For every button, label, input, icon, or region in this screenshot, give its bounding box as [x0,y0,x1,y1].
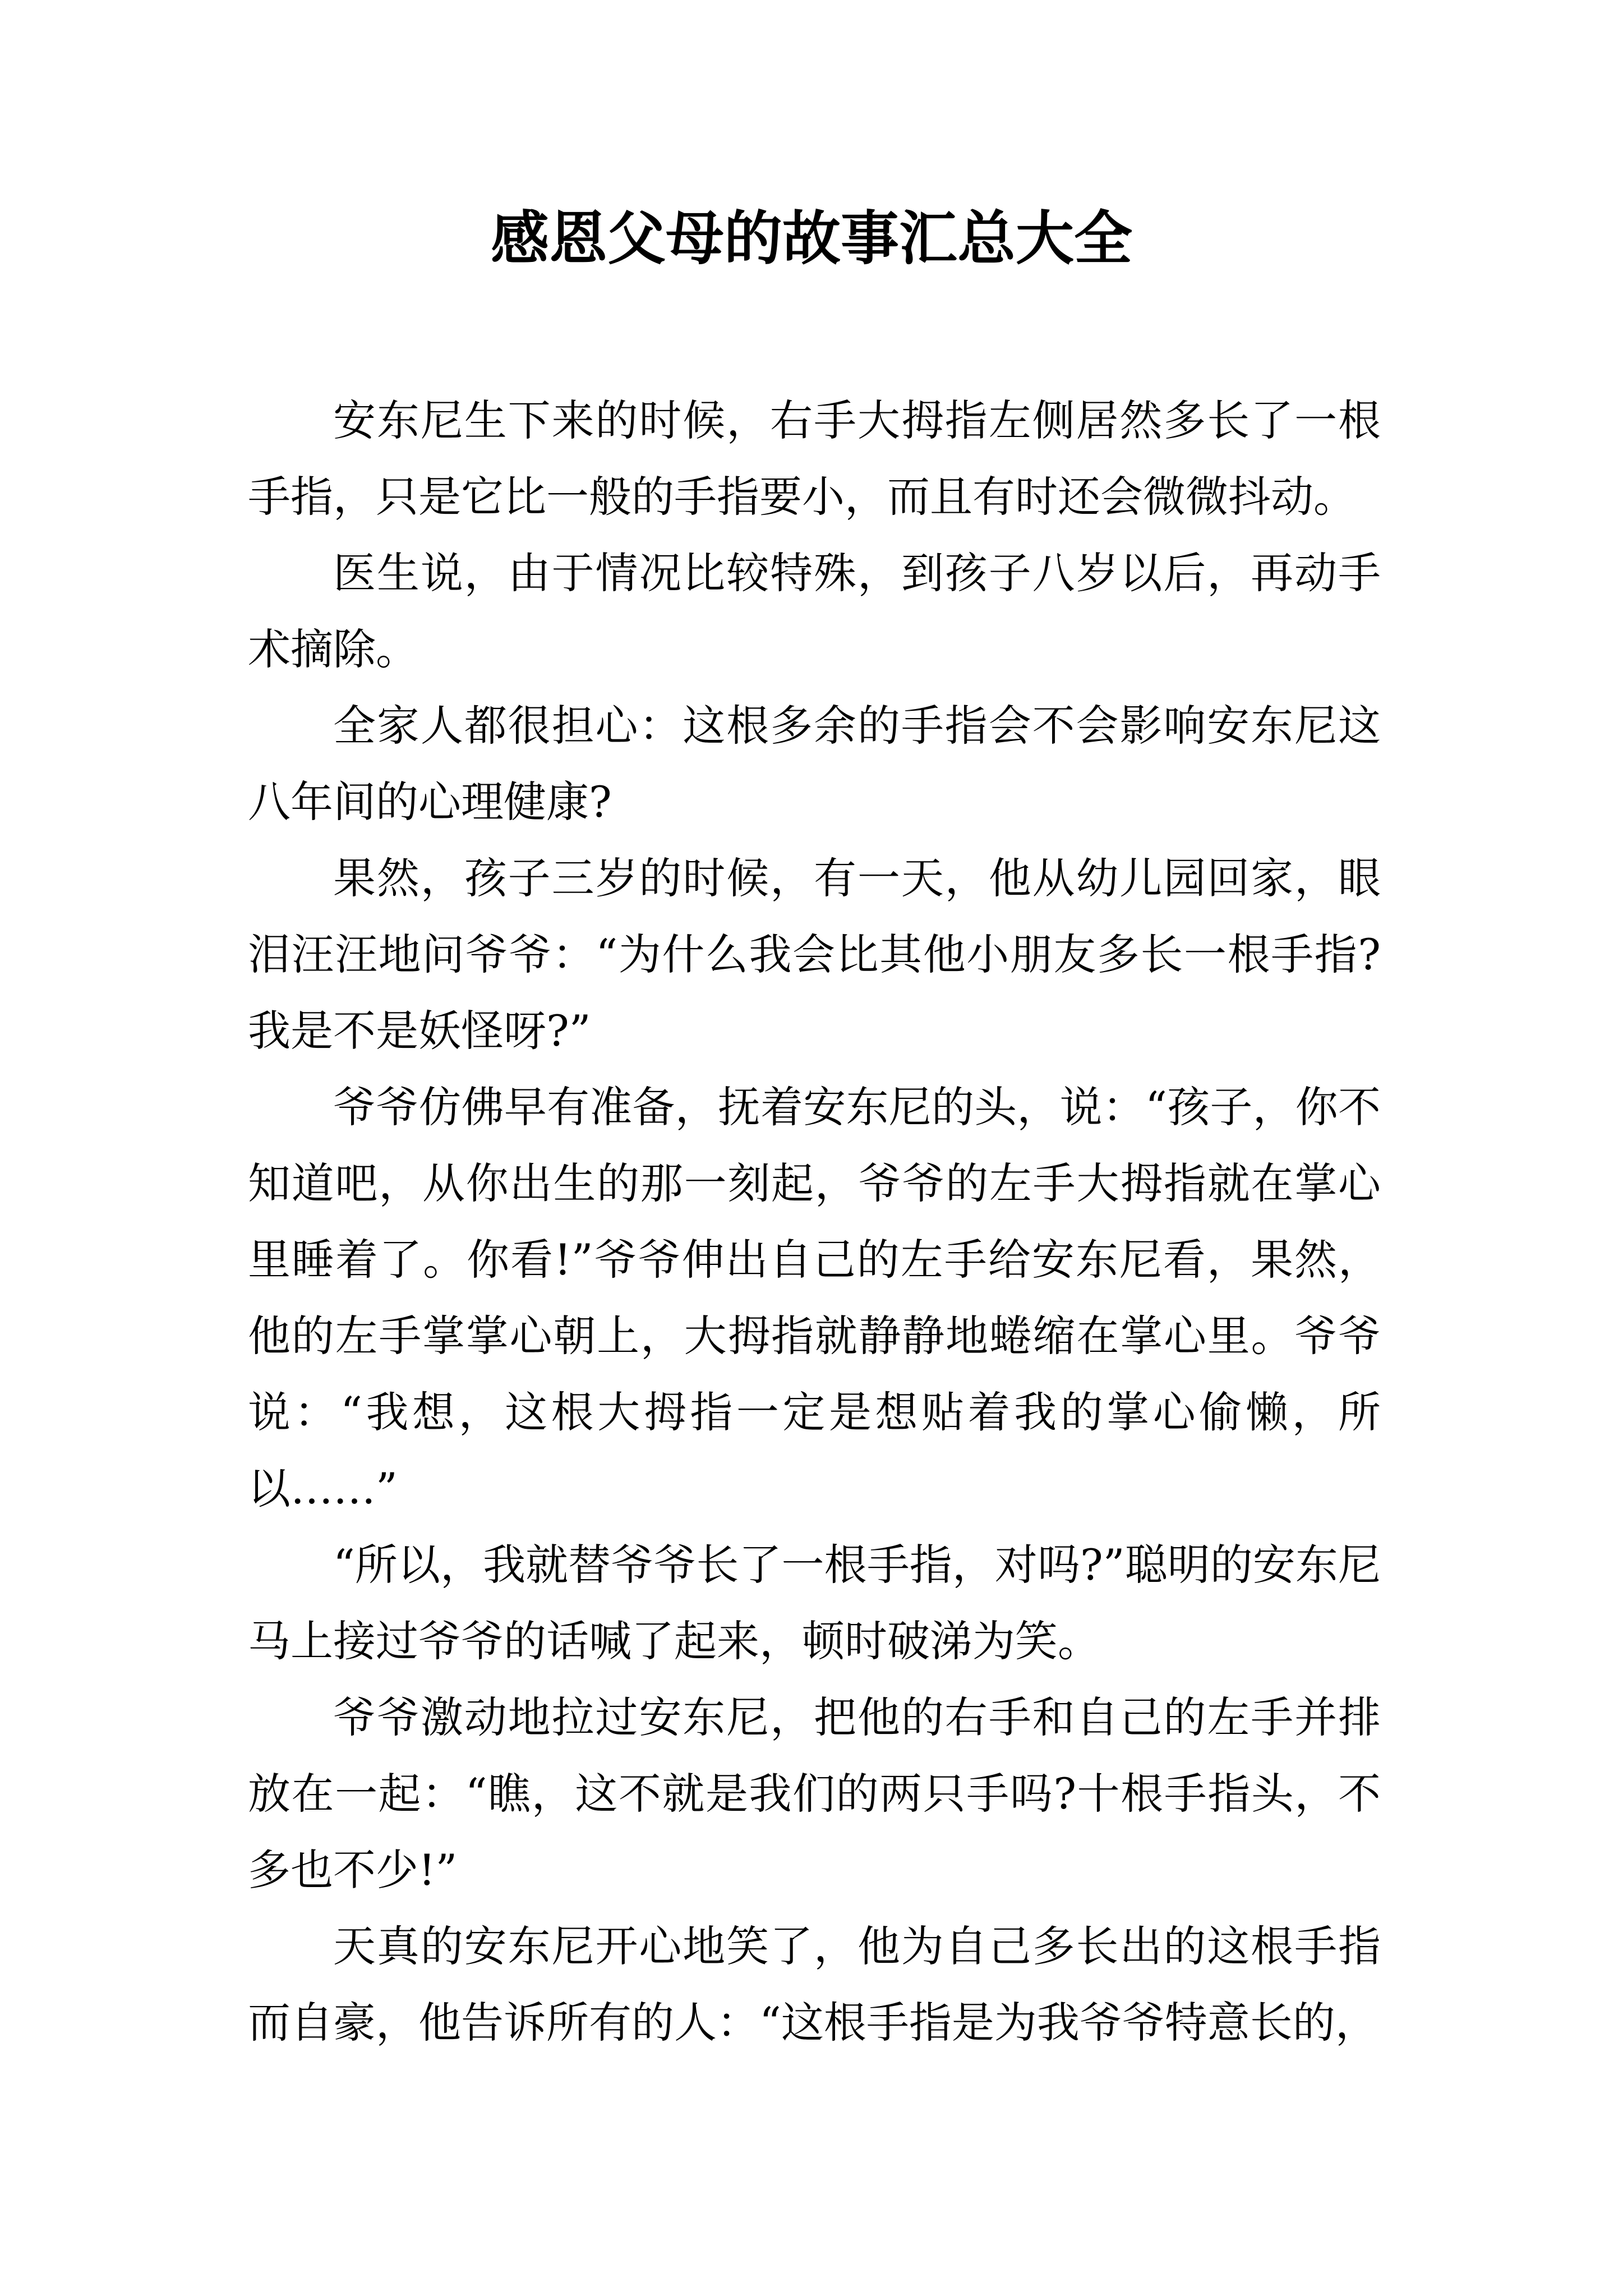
document-body [248,383,1381,2061]
paragraph: 爷爷激动地拉过安东尼，把他的右手和自己的左手并排放在一起：“瞧，这不就是我们的两只手吗?十根手指头，不多也不少!” [248,1692,1381,1895]
paragraph: 医生说，由于情况比较特殊，到孩子八岁以后，再动手术摘除。 [248,548,1381,674]
paragraph: 爷爷仿佛早有准备，抚着安东尼的头，说：“孩子，你不知道吧，从你出生的那一刻起，爷爷的左手大拇指就在掌心里睡着了。你看!”爷爷伸出自己的左手给安东尼看，果然，他的左手掌掌心朝上，大拇指就静静地蜷缩在掌心里。爷爷说：“我想，这根大拇指一定是想贴着我的掌心偷懒，所以……” [248,1082,1381,1513]
document-title: 感恩父母的故事汇总大全 [490,204,1132,273]
paragraph: 全家人都很担心：这根多余的手指会不会影响安东尼这八年间的心理健康? [248,701,1381,827]
paragraph: 安东尼生下来的时候，右手大拇指左侧居然多长了一根手指，只是它比一般的手指要小，而且有时还会微微抖动。 [248,395,1381,522]
paragraph: 天真的安东尼开心地笑了，他为自己多长出的这根手指而自豪，他告诉所有的人：“这根手指是为我爷爷特意长的， [248,1921,1381,2047]
paragraph: “所以，我就替爷爷长了一根手指，对吗?”聪明的安东尼马上接过爷爷的话喊了起来，顿时破涕为笑。 [248,1540,1381,1666]
paragraph: 果然，孩子三岁的时候，有一天，他从幼儿园回家，眼泪汪汪地问爷爷：“为什么我会比其他小朋友多长一根手指?我是不是妖怪呀?” [248,853,1381,1056]
